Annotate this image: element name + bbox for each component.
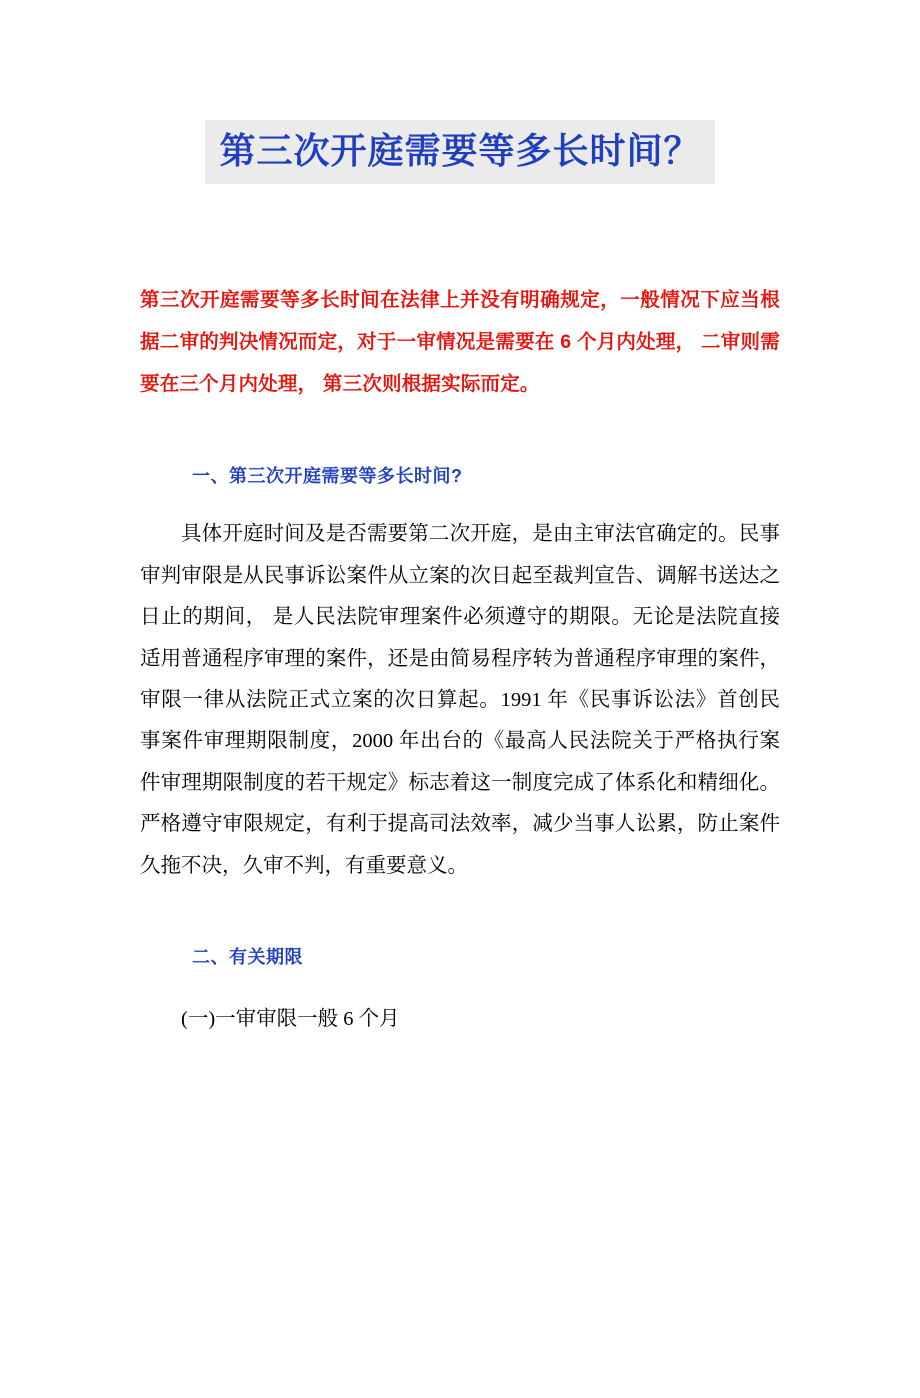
title-container xyxy=(140,96,780,208)
section-heading-2: 二、有关期限 xyxy=(192,947,303,968)
section-2-paragraph-1: (一)一审审限一般 6 个月 xyxy=(181,1008,400,1031)
document-page xyxy=(0,96,920,1398)
section-1-paragraph-1: 具体开庭时间及是否需要第二次开庭，是由主审法官确定的。民事审判审限是从民事诉讼案件从立案的次日起至裁判宣告、调解书送达之日止的期间， 是人民法院审理案件必须遵守的期限。无论是法院直接适用普通程序审理的案件，还是由简易程序转为普通程序审理的案件， 审限一律从法院正式立案的次日算起。1991 年《民事诉讼法》首创民事案件审理期限制度，2000 年出台的《最高人民法院关于严格执行案件审理期限制度的若干规定》标志着这一制度完成了体系化和精细化。严格遵守审限规定，有利于提高司法效率，减少当事人讼累，防止案件久拖不决，久审不判，有重要意义。 xyxy=(140,523,780,877)
page-title: 第三次开庭需要等多长时间？ xyxy=(205,120,714,184)
lead-paragraph: 第三次开庭需要等多长时间在法律上并没有明确规定，一般情况下应当根据二审的判决情况而定，对于一审情况是需要在 6 个月内处理， 二审则需要在三个月内处理， 第三次则根据实际而定。 xyxy=(140,289,780,396)
section-heading-1: 一、第三次开庭需要等多长时间? xyxy=(192,465,463,486)
